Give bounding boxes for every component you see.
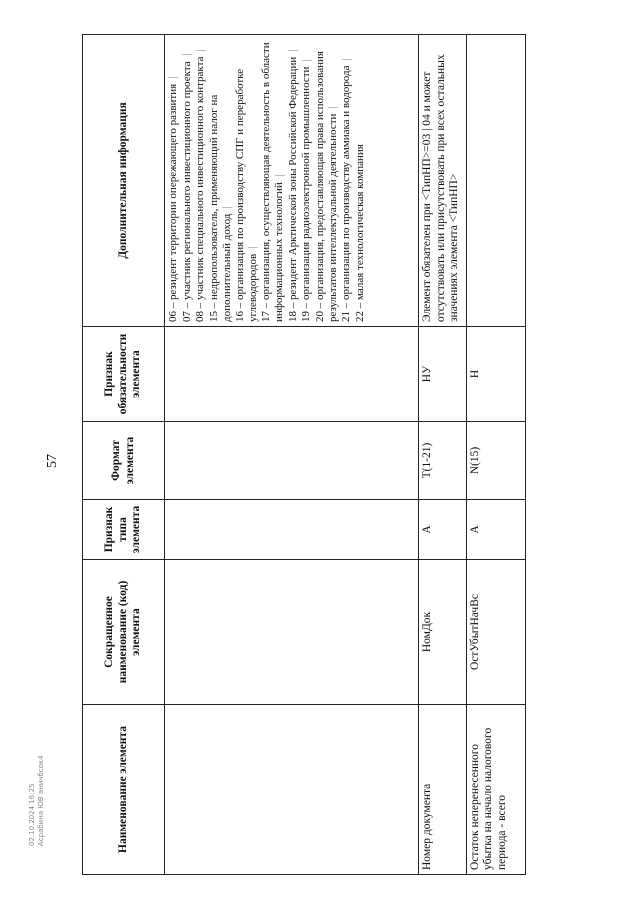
cell-element-code: НомДок bbox=[419, 560, 466, 705]
table-header-row bbox=[83, 35, 165, 875]
info-line: 18 – резидент Арктической зоны Российской Федерации bbox=[287, 39, 300, 322]
cell-empty-required bbox=[165, 327, 419, 422]
cell-empty-type bbox=[165, 500, 419, 560]
table-row bbox=[466, 35, 526, 875]
info-line: 21 – организация по производству аммиака и водорода bbox=[340, 39, 353, 322]
signature-stamp bbox=[28, 755, 46, 846]
header-element-type: Признак типа элемента bbox=[83, 500, 165, 560]
cell-empty-code bbox=[165, 560, 419, 705]
header-element-code: Сокращенное наименование (код) элемента bbox=[83, 560, 165, 705]
info-line: 06 – резидент территории опережающего развития bbox=[167, 39, 180, 322]
element-table bbox=[82, 34, 526, 875]
info-line: 07 – участник регионального инвестиционного проекта bbox=[181, 39, 194, 322]
cell-element-format: T(1-21) bbox=[419, 422, 466, 500]
cell-element-type: А bbox=[466, 500, 526, 560]
table-row-continued bbox=[165, 35, 419, 875]
header-element-required: Признак обязательности элемента bbox=[83, 327, 165, 422]
info-line: 22 – малая технологическая компания bbox=[353, 144, 366, 322]
stamp-line-1: 02.10.2024 16:25 bbox=[28, 783, 36, 846]
info-line: 16 – организация по производству СПГ и переработке углеводородов bbox=[234, 68, 259, 322]
info-line: 15 – недропользователь, применяющий налог на дополнительный доход bbox=[207, 94, 233, 322]
page-number: 57 bbox=[45, 454, 60, 468]
cell-empty-format bbox=[165, 422, 419, 500]
rotated-page bbox=[82, 35, 526, 875]
header-additional-info: Дополнительная информация bbox=[83, 35, 165, 327]
info-line: 08 – участник специального инвестиционного контракта bbox=[194, 39, 207, 322]
cell-element-info bbox=[466, 35, 526, 327]
cell-element-name: Номер документа bbox=[419, 705, 466, 875]
cell-continued-info bbox=[165, 35, 419, 327]
cell-element-info: Элемент обязателен при <ТипНП>=03 | 04 и может отсутствовать или присутствовать при всех остальных значениях элемента <ТипНП> bbox=[419, 35, 466, 327]
cell-element-code: ОстУбытНачВс bbox=[466, 560, 526, 705]
cell-element-name: Остаток неперенесенного убытка на начало налогового периода - всего bbox=[466, 705, 526, 875]
cell-element-format: N(15) bbox=[466, 422, 526, 500]
info-line: 20 – организация, предоставляющая права использования результатов интеллектуальной деятельности bbox=[314, 51, 339, 322]
header-element-name: Наименование элемента bbox=[83, 705, 165, 875]
cell-element-required: НУ bbox=[419, 327, 466, 422]
cell-empty-name bbox=[165, 705, 419, 875]
cell-element-type: А bbox=[419, 500, 466, 560]
header-element-format: Формат элемента bbox=[83, 422, 165, 500]
cell-element-required: Н bbox=[466, 327, 526, 422]
info-line: 19 – организация радиоэлектронной промышленности bbox=[300, 39, 313, 322]
table-row bbox=[419, 35, 466, 875]
info-line: 17 – организация, осуществляющая деятельность в области информационных технологий bbox=[260, 42, 286, 322]
stamp-line-2: Асрабина ЮВ аничбсок4 bbox=[37, 755, 46, 846]
